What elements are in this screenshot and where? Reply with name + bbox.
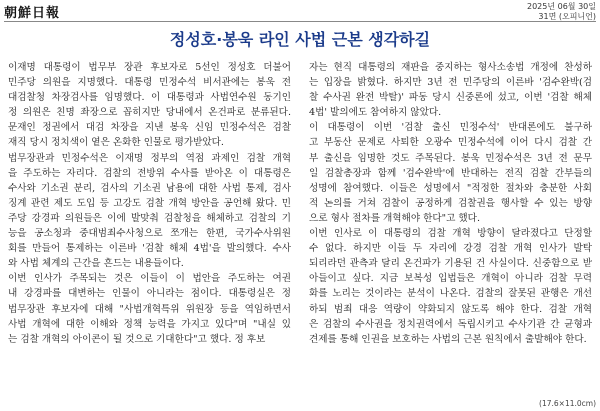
newspaper-logo: 朝鮮日報 <box>4 6 61 21</box>
issue-date: 2025년 06월 30일 <box>527 2 596 11</box>
text-line: 4법' 발의에도 참여하지 않았다. <box>309 107 442 119</box>
text-line: 정 의원은 친명 좌장으로 꼽히지만 당내에서 온건파로 분류된다. <box>8 107 291 119</box>
text-line: 법무장관 후보자에 대해 "사법개혁특위 위원장 등을 역임하면서 <box>8 303 291 315</box>
text-line: 와 사법 체계의 근간을 흔드는 내용들이다. <box>8 258 184 270</box>
text-line: 회를 만들어 통제하는 이른바 '검찰 해체 4법'을 발의했다. 수사 <box>8 243 291 255</box>
text-line: 사법 개혁에 대한 이해와 정책 능력을 가지고 있다"며 "내실 있 <box>8 318 291 330</box>
text-line: 으로 형사 절차를 개혁해야 한다"고 했다. <box>309 212 480 224</box>
headline: 정성호·봉욱 라인 사법 근본 생각하길 <box>169 30 431 49</box>
issue-meta <box>527 2 596 21</box>
text-line: 이번 인사로 이 대통령의 검찰 개혁 방향이 달라졌다고 단정할 <box>309 228 592 240</box>
text-line: 자는 현직 대통령의 재판을 중지하는 형사소송법 개정에 찬성하 <box>309 62 592 73</box>
text-line: 견제를 통해 인권을 보호하는 사법의 근본 원칙에서 출발해야 한다. <box>309 333 587 345</box>
text-line: 수사와 기소권 분리, 검사의 기소권 남용에 대한 사법 통제, 검사 <box>8 182 291 194</box>
text-line: 이재명 대통령이 법무부 장관 후보자로 5선인 정성호 더불어 <box>8 62 291 73</box>
column-right <box>309 60 592 347</box>
text-line: 되리라던 관측과 달리 온건파가 기용된 건 사실이다. 신중함으로 받 <box>309 258 592 270</box>
text-line: 아들이고 싶다. 지금 보복성 입법들은 개혁이 아니라 검찰 무력 <box>309 273 592 285</box>
page-section: 31면 (오피니언) <box>538 11 596 21</box>
text-line: 찰 수사권 완전 박탈)' 파동 당시 신중론에 섰고, 이번 '검찰 해체 <box>309 92 592 104</box>
text-line: 일 검찰총장과 함께 '검수완박'에 반대하는 전직 검찰 간부들의 <box>309 167 592 179</box>
text-line: 은 검찰의 수사권을 정치권력에서 독립시키고 수사기관 간 균형과 <box>309 318 592 330</box>
article-size-note: (17.6×11.0cm) <box>539 399 596 408</box>
text-line: 법무장관과 민정수석은 이재명 정부의 역점 과제인 검찰 개혁 <box>8 152 291 164</box>
text-line: 고 부동산 문제로 사퇴한 오광수 민정수석에 이어 다시 검찰 간 <box>309 137 592 149</box>
header-divider <box>4 21 596 22</box>
column-left <box>8 60 291 347</box>
text-line: 는 검찰 개혁의 아이콘이 될 것으로 기대한다"고 했다. 정 후보 <box>8 333 266 345</box>
text-line: 이 대통령이 이번 '검찰 출신 민정수석' 반대론에도 불구하 <box>309 122 592 134</box>
text-line: 하되 범죄 대응 역량이 약화되지 않도록 해야 한다. 검찰 개혁 <box>309 303 592 315</box>
text-line: 주당 강경파 의원들은 이에 발맞춰 검찰청을 해체하고 검찰의 기 <box>8 212 291 224</box>
text-line: 이번 인사가 주목되는 것은 이들이 이 법안을 주도하는 여권 <box>8 273 291 285</box>
text-line: 민주당 의원을 지명했다. 대통령 민정수석 비서관에는 봉욱 전 <box>8 77 291 89</box>
text-line: 성명에 참여했다. 이들은 성명에서 "적정한 절차와 충분한 사회 <box>309 182 592 194</box>
text-line: 능을 공소청과 중대범죄수사청으로 쪼개는 한편, 국가수사위원 <box>8 228 291 240</box>
text-line: 징계 관련 제도 도입 등 고강도 검찰 개혁 방안을 공언해 왔다. 민 <box>8 197 291 209</box>
text-line: 대검찰청 차장검사를 임명했다. 이 대통령과 사법연수원 동기인 <box>8 92 291 104</box>
text-line: 재직 당시 정치색이 옅은 온화한 인물로 평가받았다. <box>8 137 224 149</box>
text-line: 화를 노리는 것이라는 분석이 나온다. 검찰의 잘못된 관행은 개선 <box>309 288 592 300</box>
text-line: 문재인 정권에서 대검 차장을 지낸 봉욱 신임 민정수석은 검찰 <box>8 122 291 134</box>
text-line: 부 출신을 임명한 것도 주목된다. 봉욱 민정수석은 3년 전 문무 <box>309 152 592 164</box>
text-line: 수 없다. 하지만 이들 두 자리에 강경 검찰 개혁 인사가 발탁 <box>309 243 592 255</box>
masthead <box>4 2 596 21</box>
text-line: 는 입장을 밝혔다. 하지만 3년 전 민주당의 이른바 '검수완박(검 <box>309 77 592 89</box>
text-line: 을 주도하는 자리다. 검찰의 전방위 수사를 받아온 이 대통령은 <box>8 167 291 179</box>
text-line: 적 논의를 거쳐 검찰이 공정하게 검찰권을 행사할 수 있는 방향 <box>309 197 592 209</box>
text-line: 내 강경파를 대변하는 인물이 아니라는 점이다. 대통령실은 정 <box>8 288 291 300</box>
